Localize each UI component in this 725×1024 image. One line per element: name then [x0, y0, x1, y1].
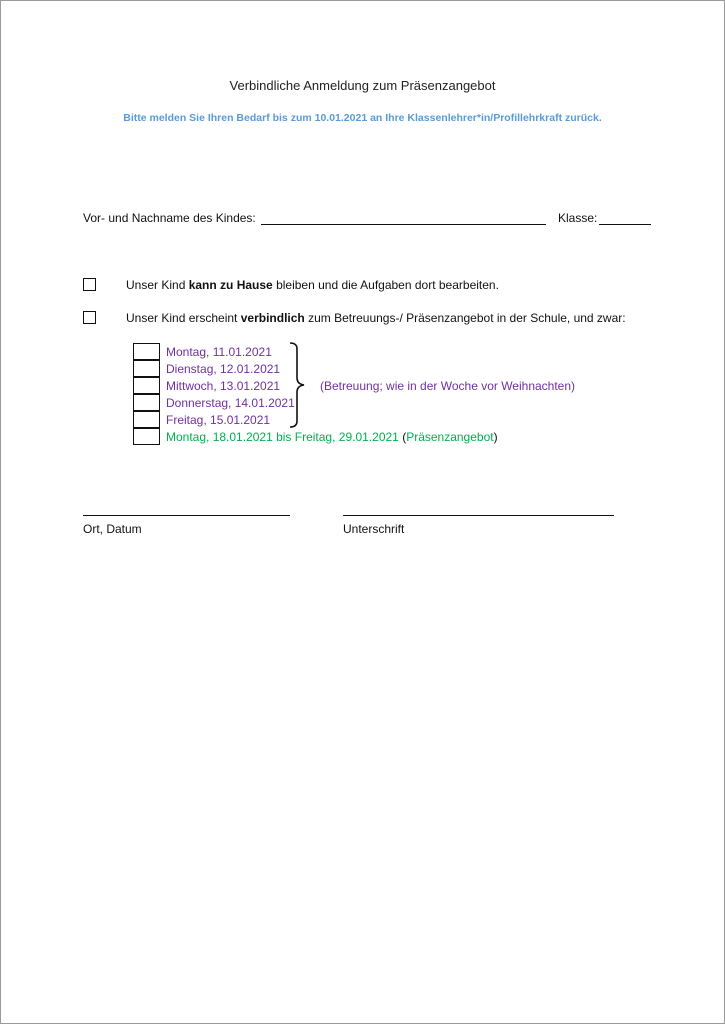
- range-paren-open: (: [402, 430, 407, 444]
- deadline-note: Bitte melden Sie Ihren Bedarf bis zum 10.01.2021 an Ihre Klassenlehrer*in/Profillehrkraft zurück.: [123, 112, 602, 124]
- stay-home-text-before: Unser Kind: [126, 278, 189, 292]
- range-checkbox[interactable]: [133, 428, 160, 445]
- attend-school-text-before: Unser Kind erscheint: [126, 311, 241, 325]
- attend-school-text-after: zum Betreuungs-/ Präsenzangebot in der Schule, und zwar:: [304, 311, 626, 325]
- attend-school-option-text: [126, 311, 626, 325]
- class-field[interactable]: [599, 224, 651, 225]
- child-name-label: Vor- und Nachname des Kindes:: [83, 211, 256, 225]
- day-checkbox-friday[interactable]: [133, 411, 160, 428]
- attend-school-text-bold: verbindlich: [240, 311, 305, 325]
- range-offer-label: Präsenzangebot: [406, 430, 494, 444]
- day-checkbox-tuesday[interactable]: [133, 360, 160, 377]
- day-checkbox-thursday[interactable]: [133, 394, 160, 411]
- stay-home-text-after: bleiben und die Aufgaben dort bearbeiten.: [272, 278, 499, 292]
- stay-home-text-bold: kann zu Hause: [188, 278, 273, 292]
- child-name-field[interactable]: [261, 224, 546, 225]
- bracket-note: (Betreuung; wie in der Woche vor Weihnachten): [320, 379, 576, 393]
- page-title: Verbindliche Anmeldung zum Präsenzangebot: [229, 78, 496, 93]
- signature-field[interactable]: [343, 515, 614, 516]
- day-label-monday: Montag, 11.01.2021: [166, 345, 272, 359]
- class-label: Klasse:: [558, 211, 598, 225]
- day-label-wednesday: Mittwoch, 13.01.2021: [166, 379, 281, 393]
- day-checkbox-monday[interactable]: [133, 343, 160, 360]
- curly-brace-icon: [287, 341, 311, 429]
- place-date-label: Ort, Datum: [83, 522, 142, 536]
- day-checkbox-wednesday[interactable]: [133, 377, 160, 394]
- range-paren-close: ): [493, 430, 498, 444]
- stay-home-checkbox[interactable]: [83, 278, 96, 291]
- place-date-field[interactable]: [83, 515, 290, 516]
- range-text: Montag, 18.01.2021 bis Freitag, 29.01.2021: [166, 430, 399, 444]
- stay-home-option-text: [126, 278, 499, 292]
- attend-school-checkbox[interactable]: [83, 311, 96, 324]
- day-label-friday: Freitag, 15.01.2021: [166, 413, 271, 427]
- signature-label: Unterschrift: [343, 522, 405, 536]
- day-label-thursday: Donnerstag, 14.01.2021: [166, 396, 295, 410]
- day-label-tuesday: Dienstag, 12.01.2021: [166, 362, 281, 376]
- range-label: [166, 430, 498, 444]
